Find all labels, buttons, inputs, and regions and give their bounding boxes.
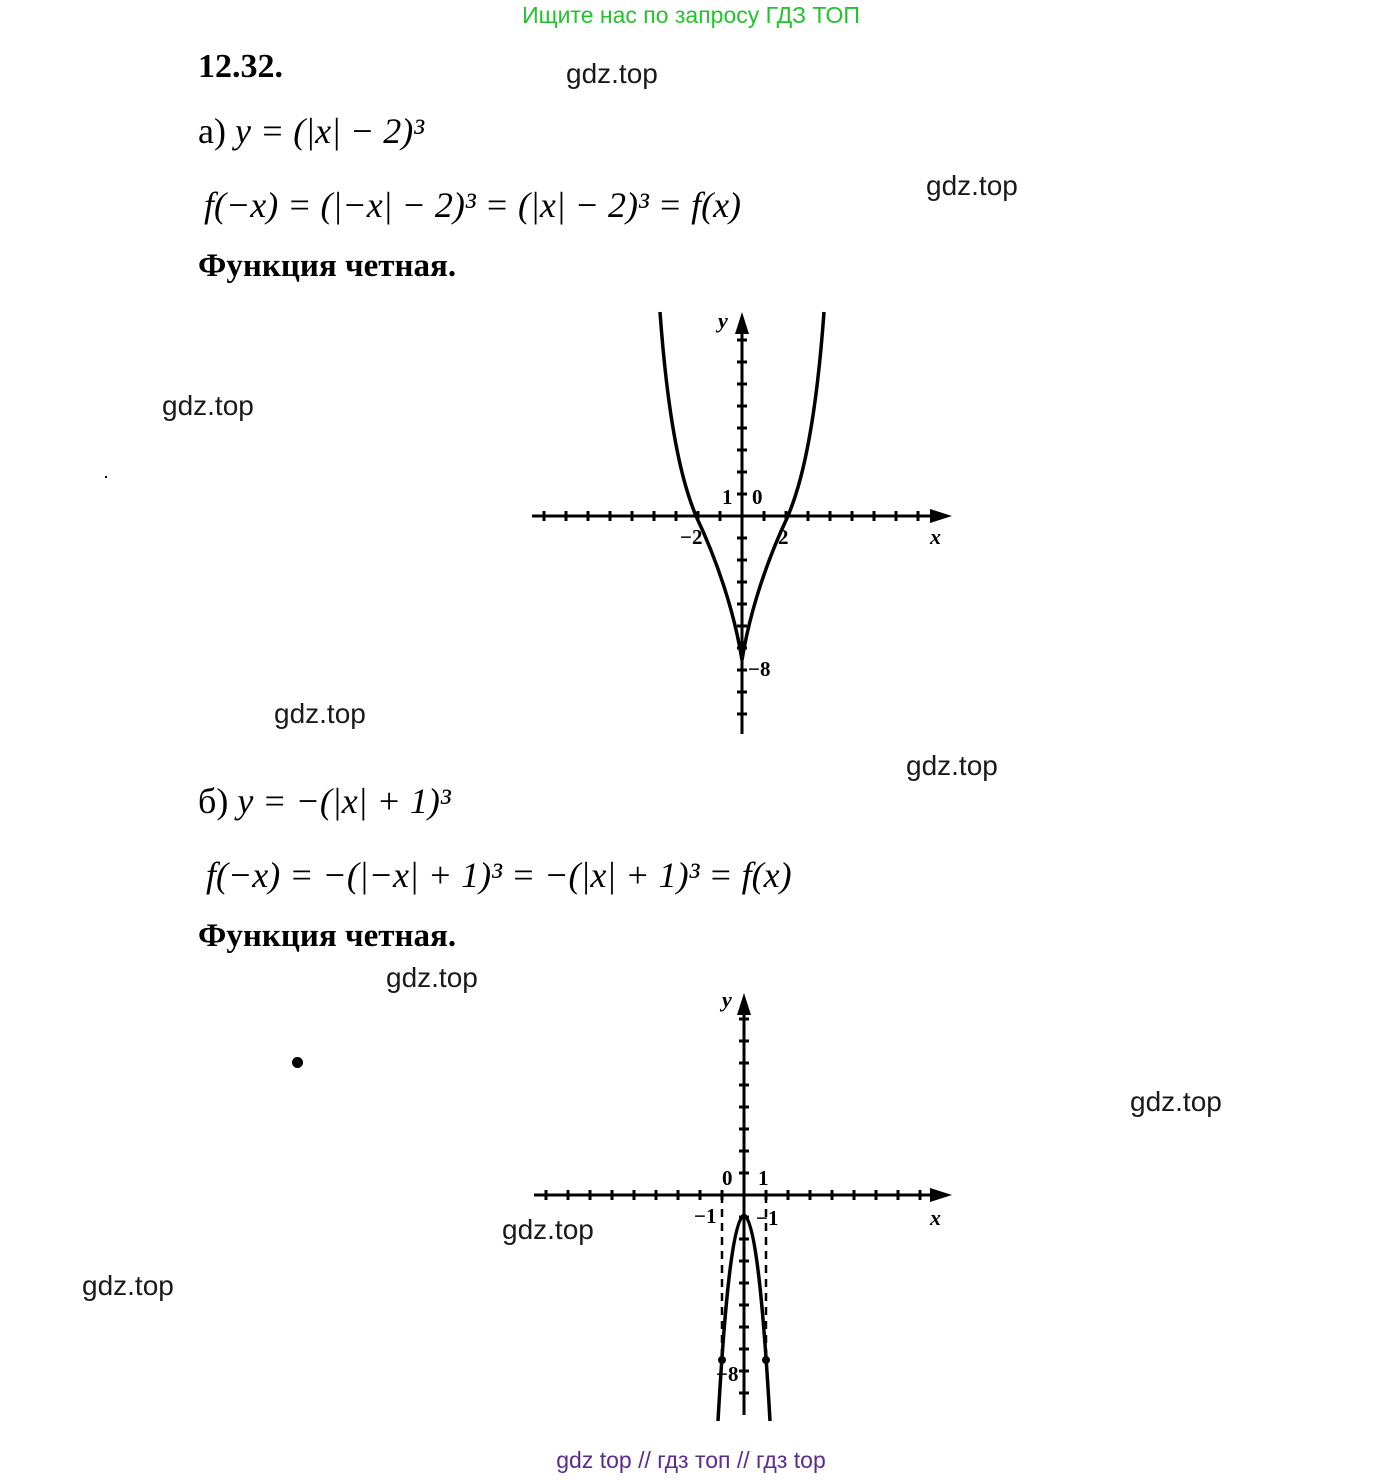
part-a-label: а) <box>198 111 226 151</box>
part-a-parity: f(−x) = (|−x| − 2)³ = (|x| − 2)³ = f(x) <box>204 185 742 225</box>
footer-links: gdz top // гдз топ // гдз top <box>556 1447 826 1473</box>
graph-a-label-neg-two: −2 <box>680 525 703 549</box>
watermark: gdz.top <box>1130 1086 1222 1117</box>
graph-a-y-label: y <box>718 308 728 333</box>
watermark: gdz.top <box>82 1270 174 1301</box>
watermark: gdz.top <box>162 390 254 421</box>
graph-a-x-label: x <box>930 524 941 549</box>
watermark: gdz.top <box>926 170 1018 201</box>
stray-speck <box>105 476 107 478</box>
watermark: gdz.top <box>386 962 478 993</box>
graph-b-y-axis <box>737 993 751 1415</box>
graph-b-x-label: x <box>930 1205 941 1230</box>
watermark: gdz.top <box>906 750 998 781</box>
graph-b-point-right <box>762 1356 770 1364</box>
graph-a-label-one: 1 <box>722 485 733 509</box>
part-b-conclusion: Функция четная. <box>198 918 457 954</box>
part-b-parity: f(−x) = −(|−x| + 1)³ = −(|x| + 1)³ = f(x) <box>206 855 792 895</box>
graph-a-ticks <box>544 340 918 714</box>
graph-b-label-neg-one-right: −1 <box>756 1206 779 1230</box>
graph-b <box>520 985 960 1425</box>
graph-b-ticks <box>546 1019 920 1393</box>
part-b-formula-line <box>198 780 451 822</box>
graph-b-label-zero: 0 <box>722 1166 733 1190</box>
graph-a-label-two: 2 <box>778 525 789 549</box>
graph-a <box>520 300 960 740</box>
graph-b-label-one: 1 <box>758 1166 769 1190</box>
graph-a-label-neg-eight: −8 <box>748 657 771 681</box>
part-a-formula-line <box>198 110 424 152</box>
watermark: gdz.top <box>566 58 658 89</box>
stray-dot <box>292 1057 303 1068</box>
part-a-conclusion: Функция четная. <box>198 248 457 284</box>
watermark: gdz.top <box>274 698 366 729</box>
part-b-label: б) <box>198 781 229 821</box>
graph-a-label-zero: 0 <box>752 485 763 509</box>
search-hint-banner: Ищите нас по запросу ГДЗ ТОП <box>522 2 860 28</box>
part-b-formula: y = −(|x| + 1)³ <box>237 781 451 821</box>
watermark: gdz.top <box>502 1214 594 1245</box>
graph-b-label-neg-eight: −8 <box>716 1362 739 1386</box>
part-a-formula: y = (|x| − 2)³ <box>234 111 425 151</box>
graph-b-label-neg-one-left: −1 <box>694 1204 717 1228</box>
problem-number: 12.32. <box>198 48 283 85</box>
graph-b-y-label: y <box>722 987 732 1012</box>
